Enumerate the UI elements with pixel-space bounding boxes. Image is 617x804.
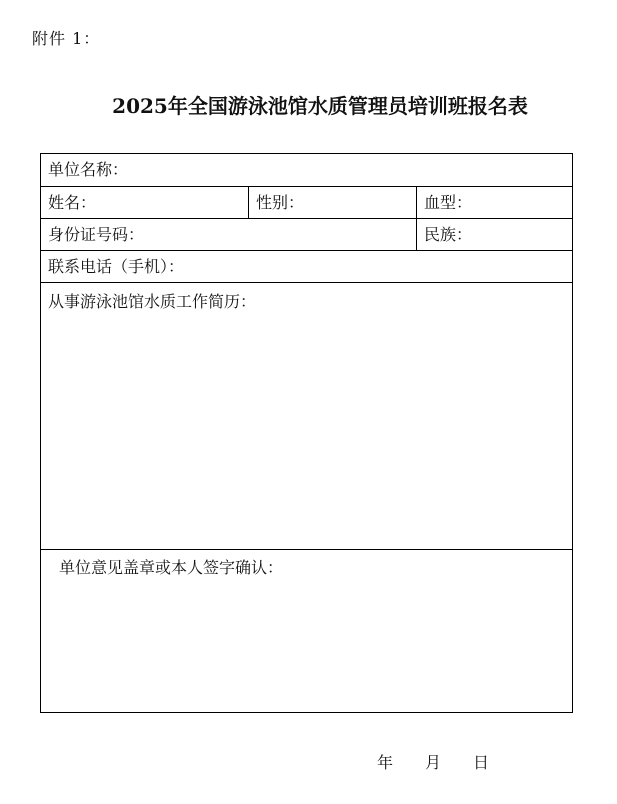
gender-field[interactable] (249, 187, 417, 219)
name-field[interactable] (41, 187, 249, 219)
date-year-label: 年 (377, 753, 394, 772)
registration-form-table (40, 153, 573, 713)
phone-field[interactable] (41, 251, 573, 283)
form-row-personal (41, 187, 573, 219)
gender-label: 性别： (256, 192, 305, 212)
form-row-id (41, 219, 573, 251)
signature-label: 单位意见盖章或本人签字确认： (59, 558, 284, 577)
blood-type-field[interactable] (417, 187, 573, 219)
resume-label: 从事游泳池馆水质工作简历： (48, 292, 257, 311)
date-day-label: 日 (473, 753, 490, 772)
page-title: 2025年全国游泳池馆水质管理员培训班报名表 (112, 94, 528, 118)
ethnicity-field[interactable] (417, 219, 573, 251)
form-row-unit (41, 154, 573, 187)
signature-field[interactable] (41, 550, 573, 713)
id-number-label: 身份证号码： (48, 224, 145, 244)
form-row-resume (41, 283, 573, 550)
id-number-field[interactable] (41, 219, 417, 251)
blood-type-label: 血型： (424, 192, 473, 212)
unit-name-label: 单位名称： (48, 160, 129, 179)
form-row-phone (41, 251, 573, 283)
ethnicity-label: 民族： (424, 224, 473, 244)
phone-label: 联系电话（手机）： (48, 256, 185, 276)
resume-field[interactable] (41, 283, 573, 550)
date-month-label: 月 (425, 753, 442, 772)
date-line (377, 752, 489, 774)
name-label: 姓名： (48, 192, 97, 212)
form-row-signature (41, 550, 573, 713)
attachment-label: 附件 1： (32, 29, 101, 48)
unit-name-field[interactable] (41, 154, 573, 187)
